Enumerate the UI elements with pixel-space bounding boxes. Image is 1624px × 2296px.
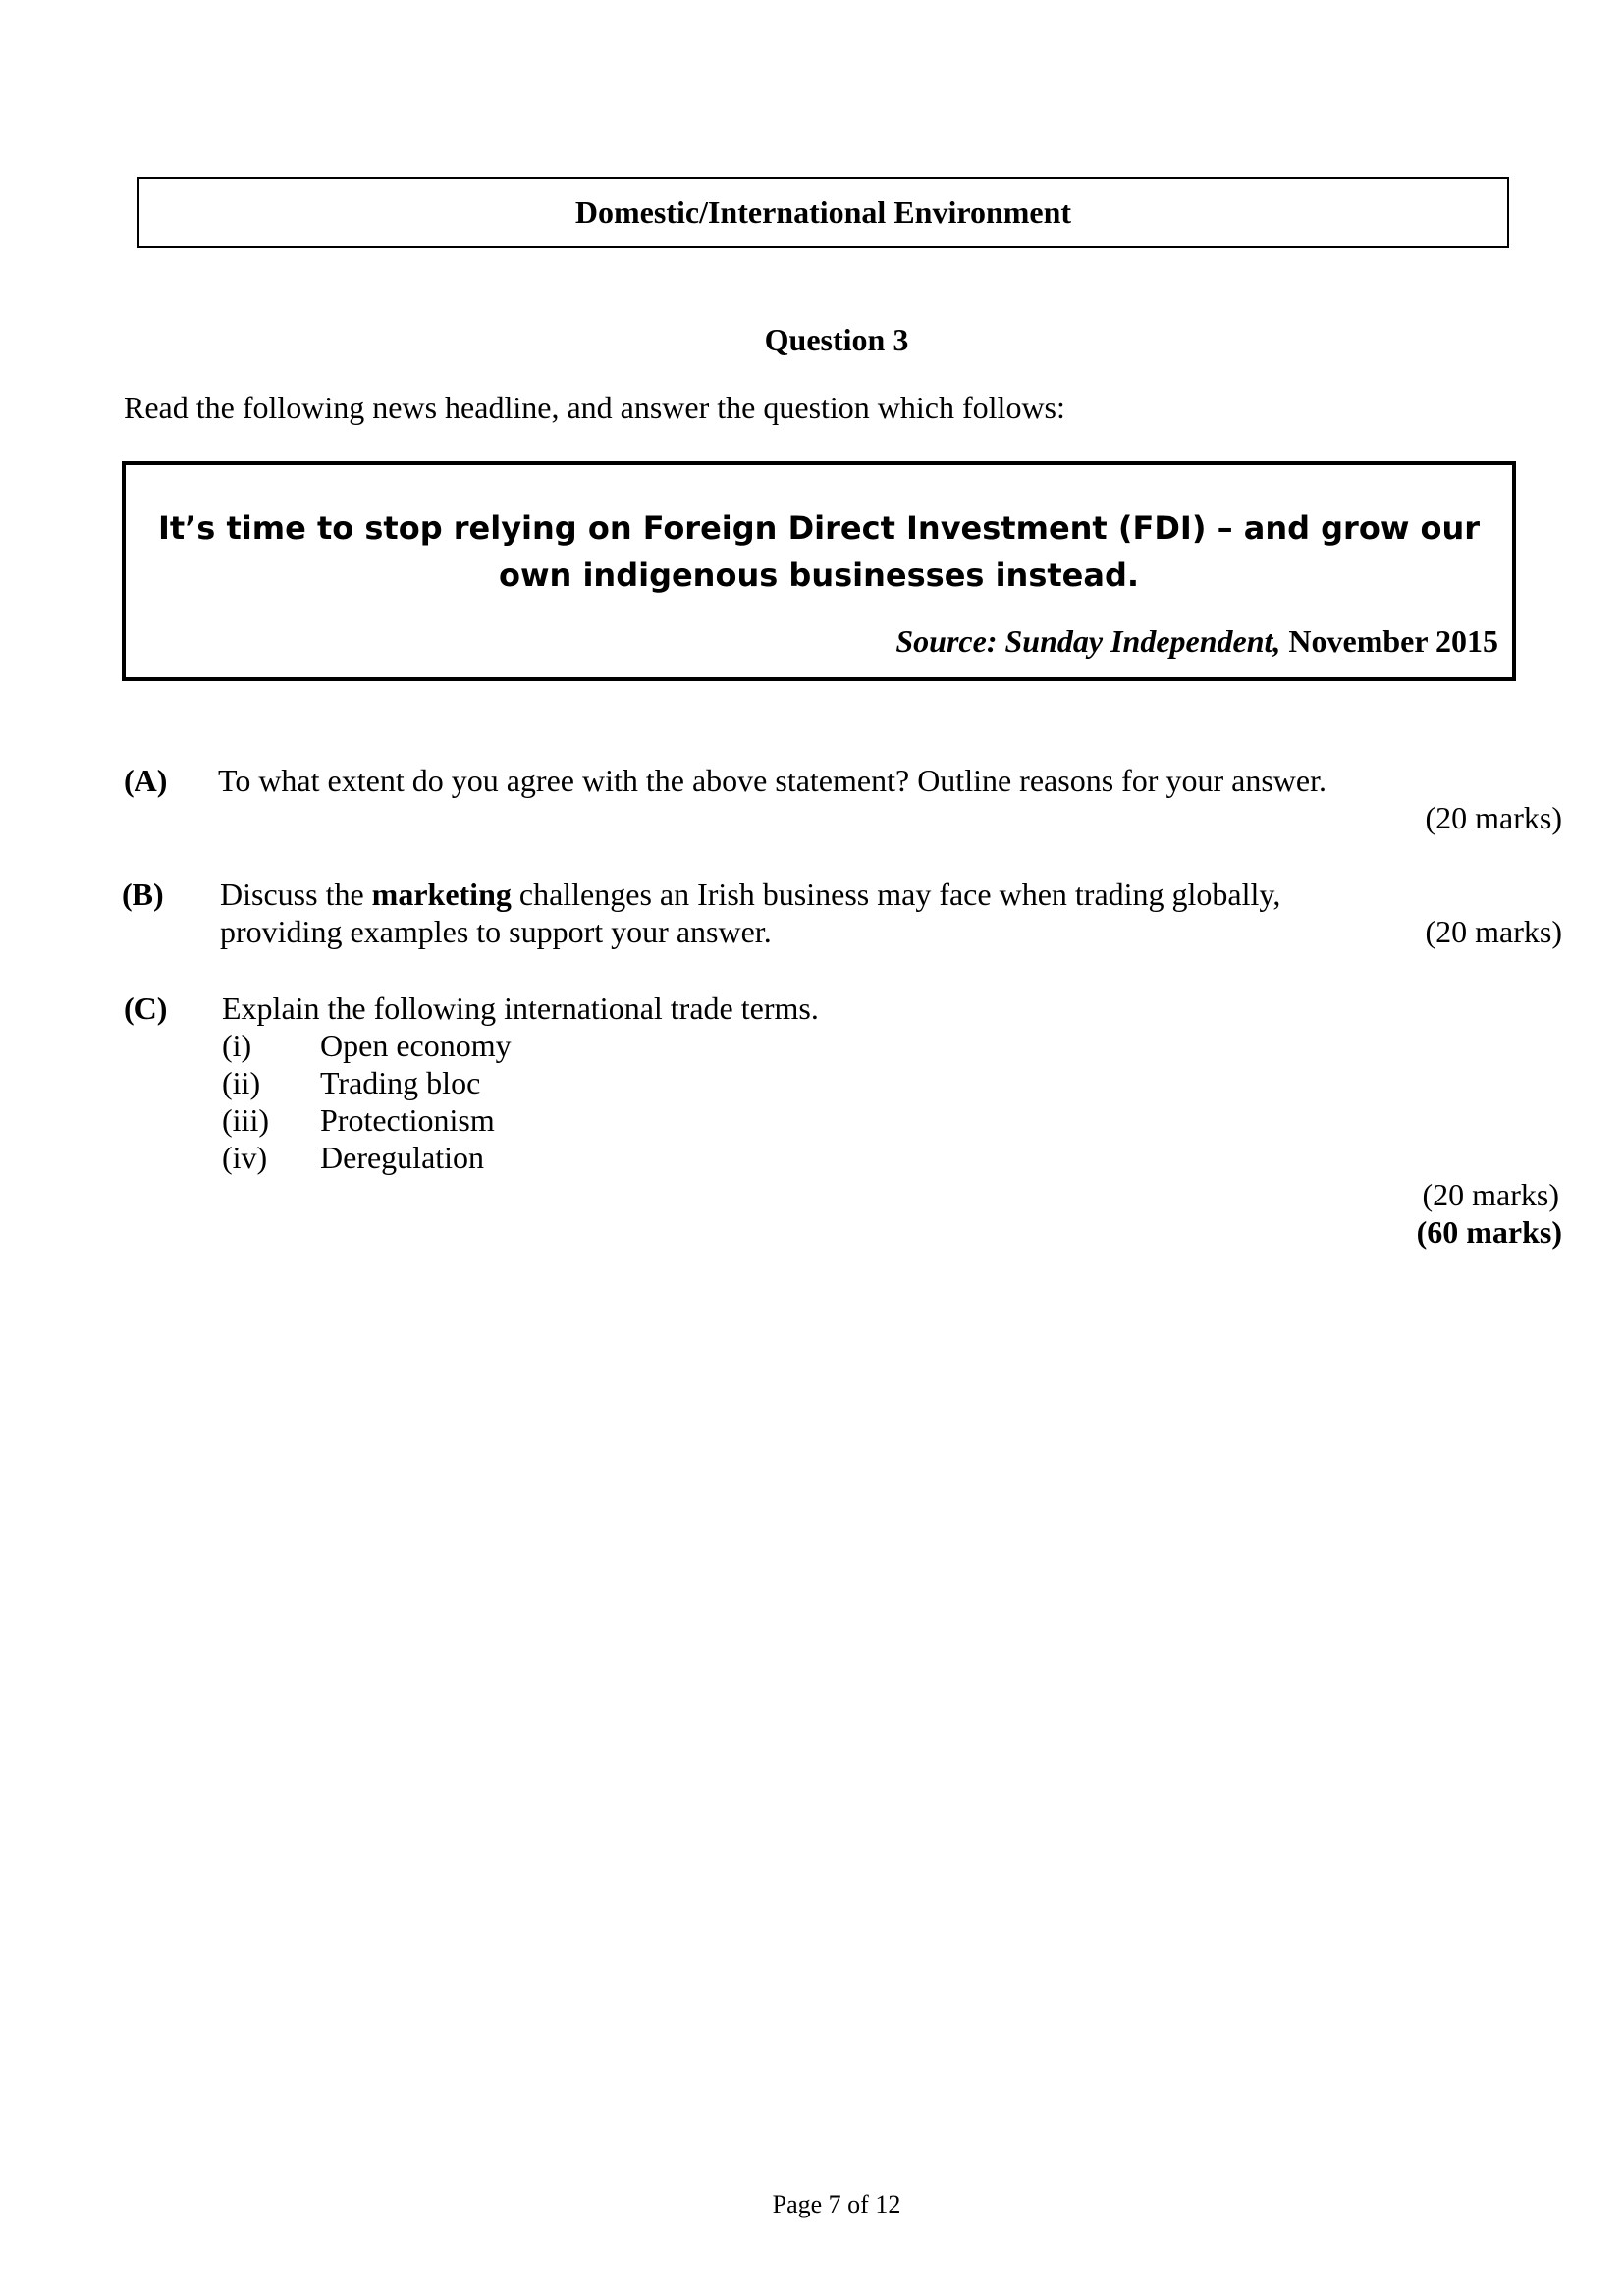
- part-c-label: (C): [124, 990, 168, 1026]
- part-b-text-bold: marketing: [371, 877, 512, 912]
- section-title: Domestic/International Environment: [574, 194, 1072, 230]
- intro-text: Read the following news headline, and answer the question which follows:: [124, 390, 1065, 425]
- part-b-marks: (20 marks): [1425, 914, 1562, 949]
- headline-box: [122, 461, 1516, 681]
- page-footer: Page 7 of 12: [772, 2190, 901, 2218]
- part-b-label: (B): [122, 877, 164, 912]
- source-label: Source: Sunday Independent,: [895, 623, 1281, 659]
- headline-line-1: It’s time to stop relying on Foreign Direct Investment (FDI) – and grow our: [157, 509, 1481, 547]
- part-b-text-line-2: providing examples to support your answer.: [220, 914, 772, 949]
- headline-line-2: own indigenous businesses instead.: [498, 557, 1140, 594]
- part-c-item-term: Open economy: [320, 1028, 512, 1063]
- question-title: Question 3: [764, 322, 909, 357]
- part-c-marks: (20 marks): [1422, 1177, 1559, 1212]
- part-c-text: Explain the following international trade terms.: [222, 990, 819, 1026]
- section-title-box: [137, 177, 1509, 248]
- part-b-text-after: challenges an Irish business may face when trading globally,: [511, 877, 1281, 912]
- part-c-item-num: (i): [222, 1028, 252, 1063]
- part-b-text-before: Discuss the: [220, 877, 372, 912]
- part-c-item-term: Protectionism: [320, 1102, 495, 1138]
- part-c-item-num: (ii): [222, 1065, 261, 1100]
- part-c-item-term: Trading bloc: [320, 1065, 481, 1100]
- total-marks: (60 marks): [1416, 1214, 1562, 1250]
- part-c-item-num: (iii): [222, 1102, 269, 1138]
- part-c-item-term: Deregulation: [320, 1140, 485, 1175]
- part-a-label: (A): [124, 763, 168, 798]
- headline-source: [895, 623, 1498, 660]
- part-c-item-num: (iv): [222, 1140, 268, 1175]
- part-a-marks: (20 marks): [1425, 800, 1562, 835]
- source-date: November 2015: [1280, 623, 1498, 659]
- part-a-text: To what extent do you agree with the above statement? Outline reasons for your answer.: [218, 763, 1326, 798]
- part-b-text: [220, 877, 1280, 913]
- headline: [145, 505, 1492, 599]
